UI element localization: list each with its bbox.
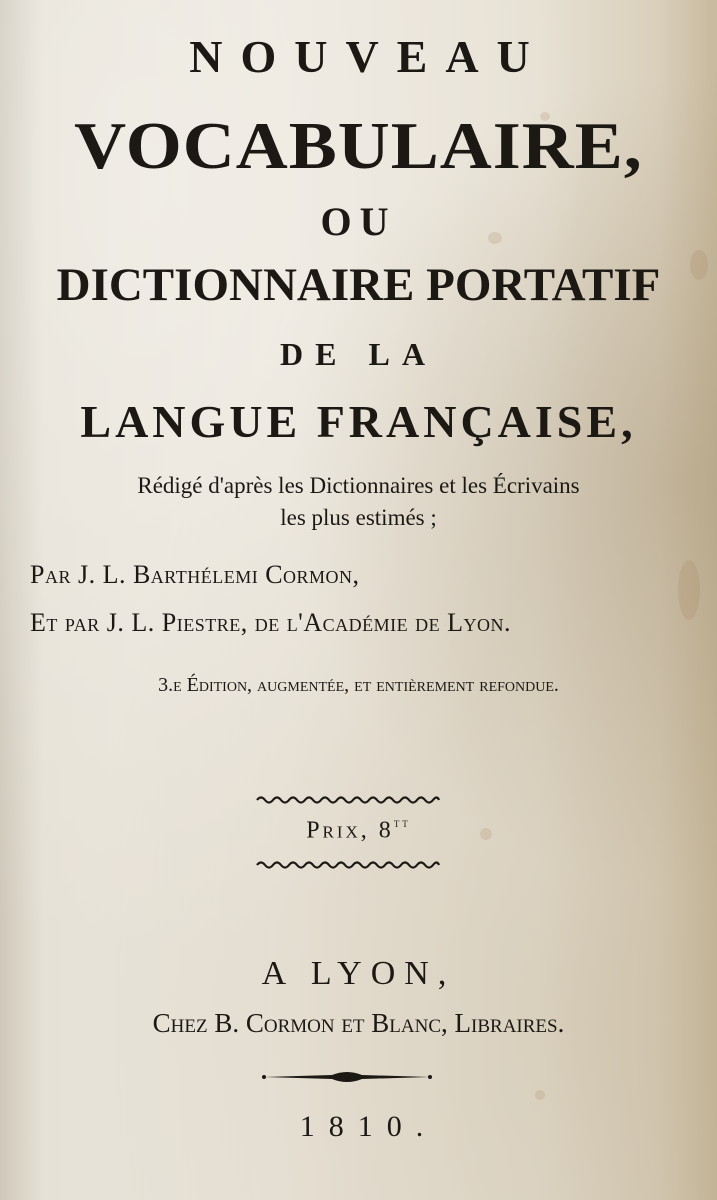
title-nouveau: NOUVEAU bbox=[189, 31, 548, 82]
title-dictionnaire-portatif: DICTIONNAIRE PORTATIF bbox=[56, 259, 661, 311]
imprint-place: A LYON, bbox=[261, 955, 456, 992]
price-symbol: tt bbox=[393, 815, 411, 830]
title-langue-francaise: LANGUE FRANÇAISE, bbox=[80, 396, 637, 447]
imprint-publisher: Chez B. Cormon et Blanc, Libraires. bbox=[152, 1008, 565, 1038]
redige-line-2: les plus estimés ; bbox=[280, 505, 437, 530]
edition-statement: 3.e Édition, augmentée, et entièrement refondue. bbox=[158, 674, 559, 696]
price-label: Prix, 8 bbox=[306, 817, 394, 844]
imprint-year: 1810. bbox=[299, 1110, 438, 1143]
author-cormon: Par J. L. Barthélemi Cormon, bbox=[30, 560, 360, 589]
wavy-rule-bottom bbox=[255, 858, 441, 872]
title-ou: OU bbox=[320, 199, 397, 244]
author-piestre: Et par J. L. Piestre, de l'Académie de Lyon. bbox=[30, 608, 512, 637]
price bbox=[0, 815, 717, 845]
title-de-la: DE LA bbox=[280, 336, 437, 372]
ornamental-rule bbox=[262, 1069, 432, 1085]
redige-line-1: Rédigé d'après les Dictionnaires et les Écrivains bbox=[137, 473, 580, 498]
wavy-rule-top bbox=[255, 793, 441, 807]
foxing-spot bbox=[535, 1090, 545, 1100]
title-vocabulaire: VOCABULAIRE, bbox=[74, 109, 643, 183]
